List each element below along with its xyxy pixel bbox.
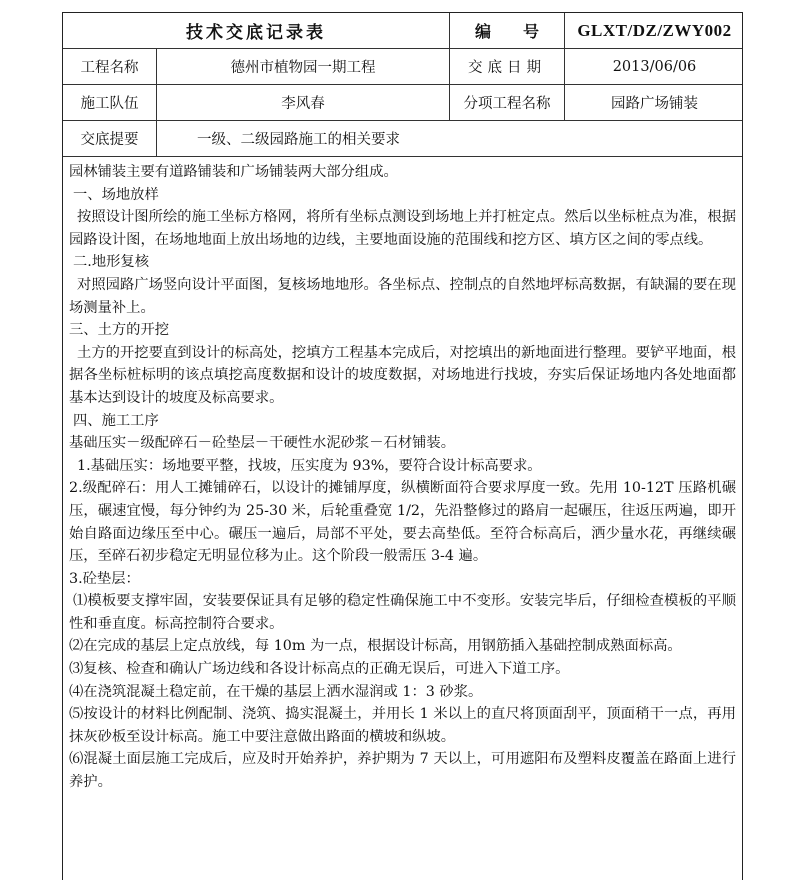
summary-row — [63, 121, 742, 157]
subproject-value: 园路广场铺装 — [611, 96, 698, 112]
team-value: 李风春 — [157, 85, 450, 120]
team-row — [63, 85, 742, 121]
section-1-title: 一、场地放样 — [73, 186, 159, 203]
section-1-body: 按照设计图所绘的施工坐标方格网，将所有坐标点测设到场地上并打桩定点。然后以坐标桩点为准，根据园路设计图，在场地地面上放出场地的边线，主要地面设施的范围线和挖方区、填方区之间的零点线。 — [69, 209, 736, 248]
project-name-value: 德州市植物园一期工程 — [157, 49, 450, 84]
process-flow: 基础压实－级配碎石－砼垫层－干硬性水泥砂浆－石材铺装。 — [69, 435, 456, 452]
summary-value: 一级、二级园路施工的相关要求 — [197, 132, 400, 148]
intro-paragraph: 园林铺装主要有道路铺装和广场铺装两大部分组成。 — [69, 164, 398, 180]
concrete-item-5: ⑸按设计的材料比例配制、浇筑、捣实混凝土，并用长 1 米以上的直尺将顶面刮平，顶面稍干一点，再用抹灰砂板至设计标高。施工中要注意做出路面的横坡和纵坡。 — [69, 706, 736, 745]
concrete-item-6: ⑹混凝土面层施工完成后，应及时开始养护，养护期为 7 天以上，可用遮阳布及塑料皮覆盖在路面上进行养护。 — [69, 751, 736, 791]
step-2-paragraph: 2.级配碎石：用人工摊铺碎石，以设计的摊铺厚度，纵横断面符合要求厚度一致。先用 10-12T 压路机碾压，碾速宜慢，每分钟约为 25-30 米，后轮重叠宽 1/2，先沿整修过的路肩一起碾压，往返压两遍，即开始自路面边缘压至中心。碾压一遍后，局部不平处，要去高垫低。至符合标高后，洒少量水花，再继续碾压，至碎石初步稳定无明显位移为止。这个阶段一般需压 3-4 遍。 — [69, 480, 736, 565]
date-value: 2013/06/06 — [612, 58, 697, 75]
section-2-title: 二.地形复核 — [73, 254, 150, 271]
concrete-item-2: ⑵在完成的基层上定点放线，每 10m 为一点，根据设计标高，用钢筋插入基础控制成熟面标高。 — [69, 638, 682, 655]
project-name-label: 工程名称 — [63, 49, 157, 84]
step-1-paragraph: 1.基础压实：场地要平整，找坡，压实度为 93%，要符合设计标高要求。 — [77, 457, 542, 474]
header-row — [63, 13, 742, 49]
code-value: GLXT/DZ/ZWY002 — [577, 20, 732, 40]
subproject-label: 分项工程名称 — [450, 85, 565, 120]
code-label: 编 号 — [450, 13, 565, 48]
step-3-title: 3.砼垫层： — [69, 570, 140, 587]
briefing-content — [63, 161, 742, 794]
concrete-item-4: ⑷在浇筑混凝土稳定前，在干燥的基层上洒水湿润或 1：3 砂浆。 — [69, 683, 483, 700]
technical-briefing-form — [62, 12, 743, 880]
date-label: 交底日期 — [450, 49, 565, 84]
team-label: 施工队伍 — [63, 85, 157, 120]
concrete-item-3: ⑶复核、检查和确认广场边线和各设计标高点的正确无误后，可进入下道工序。 — [69, 661, 570, 678]
section-2-body: 对照园路广场竖向设计平面图，复核场地地形。各坐标点、控制点的自然地坪标高数据，有缺漏的要在现场测量补上。 — [69, 276, 736, 316]
summary-label: 交底提要 — [63, 121, 157, 156]
form-title: 技术交底记录表 — [63, 13, 450, 48]
section-4-title: 四、施工工序 — [73, 412, 159, 429]
section-3-body: 土方的开挖要直到设计的标高处，挖填方工程基本完成后，对挖填出的新地面进行整理。要铲平地面，根据各坐标桩标明的该点填挖高度数据和设计的坡度数据，对场地进行找坡，夯实后保证场地内各处地面都基本达到设计的坡度及标高要求。 — [69, 344, 736, 406]
project-row — [63, 49, 742, 85]
concrete-item-1: ⑴模板要支撑牢固，安装要保证具有足够的稳定性确保施工中不变形。安装完毕后，仔细检查模板的平顺性和垂直度。标高控制符合要求。 — [69, 593, 736, 632]
section-3-title: 三、土方的开挖 — [69, 322, 170, 339]
